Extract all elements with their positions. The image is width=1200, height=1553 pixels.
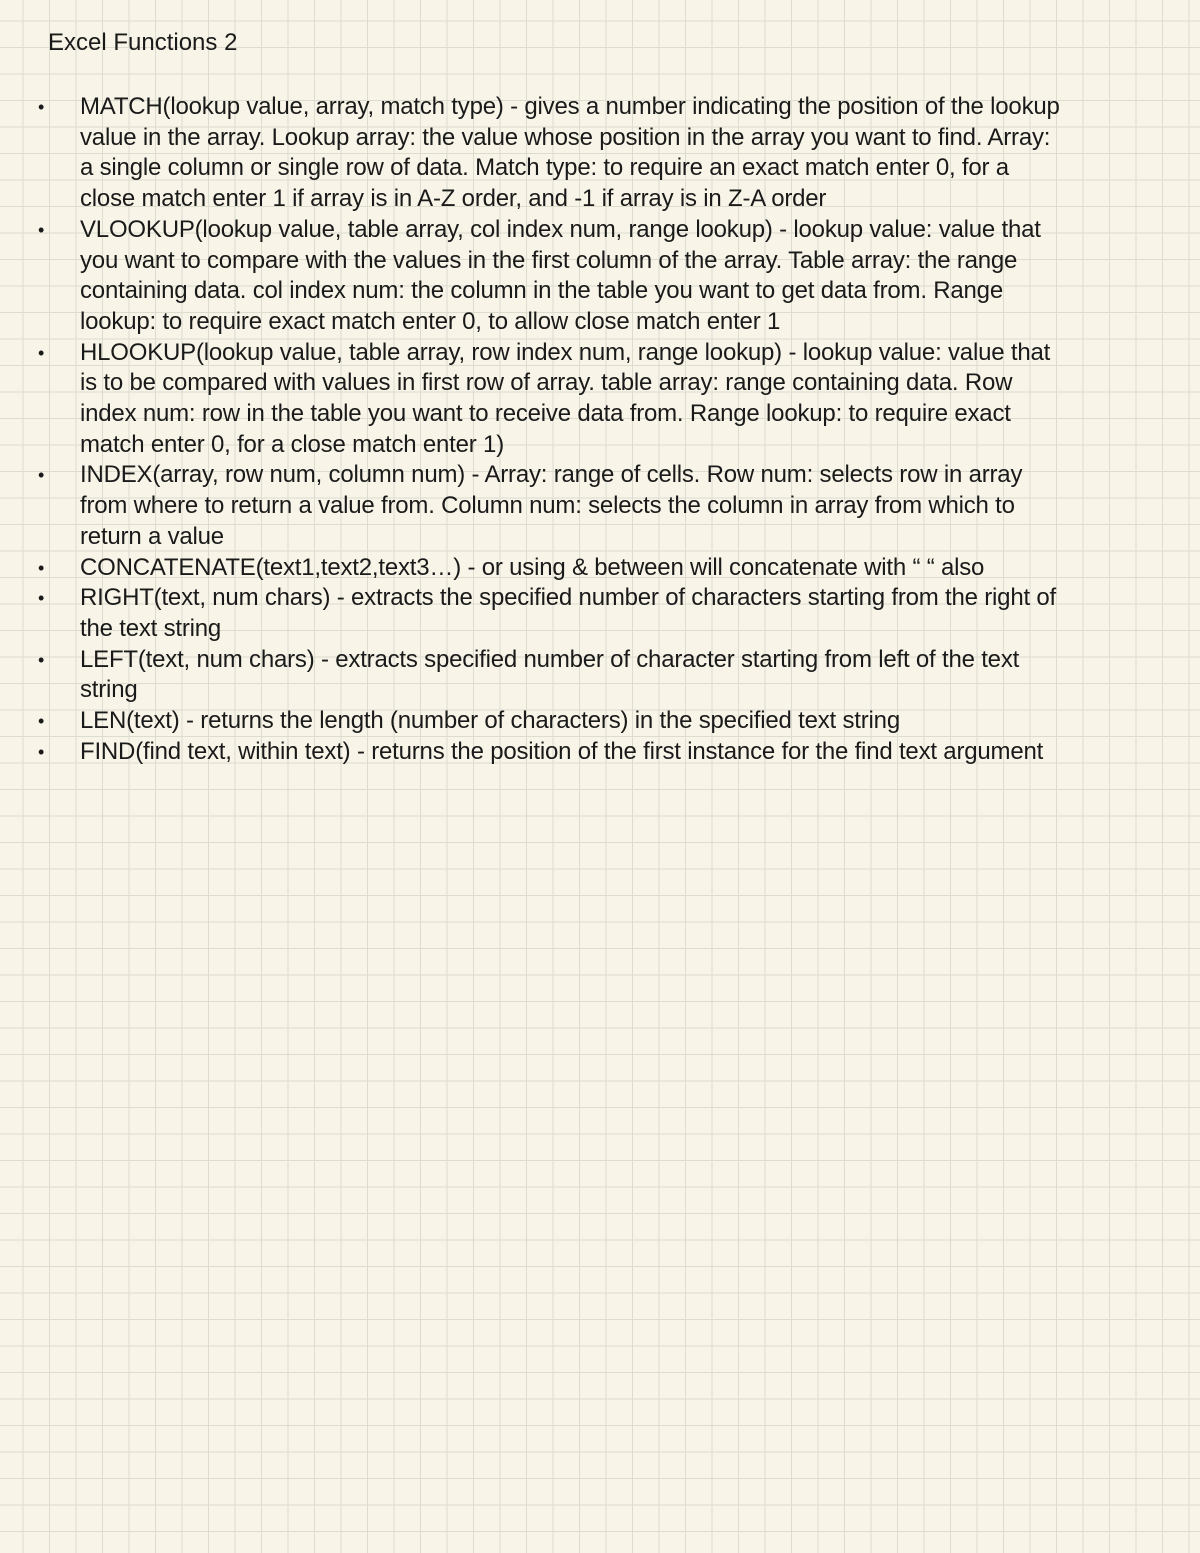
page-title: Excel Functions 2	[48, 29, 238, 56]
list-item-left	[0, 645, 1060, 706]
bullet-point: •	[38, 465, 45, 486]
bullet-point: •	[38, 588, 45, 609]
note-text-hlookup: HLOOKUP(lookup value, table array, row index num, range lookup) - lookup value: value that is to be compared with values in first row of array. table array: range containing data. Row index num: row in the table you want to receive data from. Range lookup: to require exact match enter 0, for a close match enter 1)	[80, 338, 1051, 458]
note-text-len: LEN(text) - returns the length (number of characters) in the specified text string	[80, 707, 900, 735]
note-text-find: FIND(find text, within text) - returns the position of the first instance for the find text argument	[80, 737, 1044, 765]
bullet-point: •	[38, 649, 45, 670]
list-item-len	[0, 706, 1060, 737]
list-item-match	[0, 92, 1060, 215]
bullet-point: •	[38, 557, 45, 578]
list-item-right	[0, 583, 1060, 644]
list-item-concatenate	[0, 553, 1060, 584]
bullet-point: •	[38, 711, 45, 732]
note-text-vlookup: VLOOKUP(lookup value, table array, col index num, range lookup) - lookup value: value that you want to compare with the values in the first column of the array. Table array: the range containing data. col index num: the column in the table you want to get data from. Range lookup: to require exact match enter 0, to allow close match enter 1	[80, 215, 1041, 335]
note-text-index: INDEX(array, row num, column num) - Array: range of cells. Row num: selects row in array from where to return a value from. Column num: selects the column in array from which to return a value	[80, 461, 1023, 550]
note-text-match: MATCH(lookup value, array, match type) - gives a number indicating the position of the lookup value in the array. Lookup array: the value whose position in the array you want to find. Array: a single column or single row of data. Match type: to require an exact match enter 0, for a close match enter 1 if array is in A-Z order, and -1 if array is in Z-A order	[80, 93, 1060, 213]
notes-list	[0, 92, 1060, 767]
list-item-hlookup	[0, 338, 1060, 461]
note-text-left: LEFT(text, num chars) - extracts specified number of character starting from left of the text string	[80, 645, 1020, 704]
note-text-concatenate: CONCATENATE(text1,text2,text3…) - or using & between will concatenate with “ “ also	[80, 553, 985, 581]
list-item-find	[0, 737, 1060, 768]
list-item-vlookup	[0, 215, 1060, 338]
bullet-point: •	[38, 97, 45, 117]
note-text-right: RIGHT(text, num chars) - extracts the specified number of characters starting from the right of the text string	[80, 584, 1057, 642]
bullet-point: •	[38, 741, 45, 762]
list-item-index	[0, 460, 1060, 552]
bullet-point: •	[38, 342, 45, 363]
bullet-point: •	[38, 219, 45, 240]
